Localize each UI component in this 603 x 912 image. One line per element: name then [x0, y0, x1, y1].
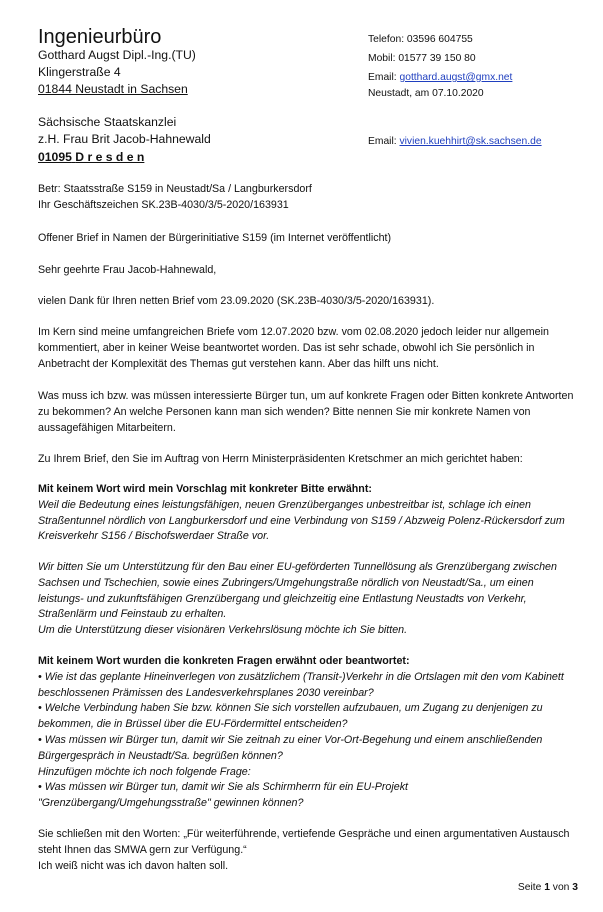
- question-1: • Wie ist das geplante Hineinverlegen von zusätzlichem (Transit-)Verkehr in die Ortslagen mit den vom Kabinett beschlossenen Prämissen des Landesverkehrsplanes 2030 vereinbar?: [38, 670, 564, 699]
- page-current: 1: [544, 882, 550, 893]
- page-total: 3: [572, 882, 578, 893]
- page-number: [518, 882, 578, 893]
- section-1-text: Weil die Bedeutung eines leistungsfähigen, neuen Grenzüberganges unbestreitbar ist, schlage ich einen Straßentunnel nördlich von Langburkersdorf und eine Verbindung von S159 / Abzweig Polenz-Rückersdorf zum Kreisverkehr S156 / Bischofswerdaer Straße vor.: [38, 498, 565, 543]
- paragraph-3: [38, 452, 578, 468]
- recipient-org: Sächsische Staatskanzlei: [38, 115, 177, 129]
- section-2-heading: Mit keinem Wort wurden die konkreten Fragen erwähnt oder beantwortet:: [38, 655, 410, 667]
- sender-title: Ingenieurbüro: [38, 26, 162, 48]
- section-1-text-3: Um die Unterstützung dieser visionären Verkehrslösung möchte ich Sie bitten.: [38, 624, 408, 637]
- additional-question-intro: Hinzufügen möchte ich noch folgende Frage:: [38, 765, 251, 778]
- closing-remark: Ich weiß nicht was ich davon halten soll.: [38, 859, 229, 872]
- page-of-label: von: [549, 882, 573, 893]
- salutation-text: Sehr geehrte Frau Jacob-Hahnewald,: [38, 264, 217, 276]
- sender-city: 01844 Neustadt in Sachsen: [38, 82, 188, 96]
- subject-line-1: Betr: Staatsstraße S159 in Neustadt/Sa / Langburkersdorf: [38, 183, 312, 195]
- recipient-city-code: 01095: [38, 150, 72, 164]
- salutation: [38, 263, 578, 279]
- recipient-attn: z.H. Frau Brit Jacob-Hahnewald: [38, 132, 211, 146]
- recipient-email-row: [368, 132, 542, 151]
- sender-name: Gotthard Augst Dipl.-Ing.(TU): [38, 48, 196, 62]
- section-1-text-2: Wir bitten Sie um Unterstützung für den Bau einer EU-geförderten Tunnellösung als Grenzübergang zwischen Sachsen und Tschechien, sowie eines Zubringers/Umgehungstraße nördlich von Neustadt/Sa., um einen leistungs- und zukunftsfähigen Grenzübergang und gleichzeitig eine Entlastung Neustadts von Verkehr, Straßenlärm und Feinstaub zu erhalten.: [38, 561, 557, 621]
- page-label: Seite: [517, 882, 545, 893]
- paragraph-2: [38, 389, 578, 436]
- recipient-city-name: D r e s d e n: [75, 150, 145, 164]
- section-2: [38, 654, 578, 812]
- contact-email-label: Email:: [368, 72, 400, 83]
- recipient-email-link[interactable]: vivien.kuehhirt@sk.sachsen.de: [399, 136, 542, 147]
- subject-line-2: Ihr Geschäftszeichen SK.23B-4030/3/5-2020/163931: [38, 198, 289, 211]
- question-4: • Was müssen wir Bürger tun, damit wir Sie als Schirmherrn für ein EU-Projekt "Grenzübergang/Umgehungsstraße" gewinnen können?: [38, 781, 409, 810]
- contact-phone: Telefon: 03596 604755: [368, 34, 473, 45]
- section-1-heading: Mit keinem Wort wird mein Vorschlag mit konkreter Bitte erwähnt:: [38, 483, 372, 495]
- open-letter-note: [38, 231, 578, 247]
- question-3: • Was müssen wir Bürger tun, damit wir Sie zeitnah zu einer Vor-Ort-Begehung und einem anschließenden Bürgergespräch in Neustadt/Sa. begrüßen können?: [38, 733, 543, 762]
- subject-block: [38, 182, 578, 214]
- section-1-request: [38, 560, 578, 639]
- section-1: [38, 482, 578, 545]
- thanks-paragraph: [38, 294, 578, 310]
- letter-date: Neustadt, am 07.10.2020: [368, 88, 484, 99]
- paragraph-2-text: Was muss ich bzw. was müssen interessierte Bürger tun, um auf konkrete Fragen oder Bitten konkrete Antworten zu bekommen? An welche Personen kann man sich wenden? Bitte nennen Sie mir konkrete Namen von aussagefähigen Mitarbeitern.: [38, 390, 574, 434]
- closing: [38, 827, 578, 874]
- paragraph-1-text: Im Kern sind meine umfangreichen Briefe vom 12.07.2020 bzw. vom 02.08.2020 jedoch leider nur allgemein kommentiert, aber in keiner Weise beantwortet worden. Das ist sehr schade, obwohl ich Sie persönlich in Anbetracht der Komplexität des Themas gut verstehen kann. Aber das hilft uns nicht.: [38, 326, 549, 370]
- closing-quote: Sie schließen mit den Worten: „Für weiterführende, vertiefende Gespräche und einen argumentativen Austausch steht Ihnen das SMWA gern zur Verfügung.“: [38, 828, 570, 856]
- thanks-text: vielen Dank für Ihren netten Brief vom 23.09.2020 (SK.23B-4030/3/5-2020/163931).: [38, 295, 435, 307]
- sender-street: Klingerstraße 4: [38, 65, 121, 79]
- paragraph-3-text: Zu Ihrem Brief, den Sie im Auftrag von Herrn Ministerpräsidenten Kretschmer an mich gerichtet haben:: [38, 453, 523, 465]
- paragraph-1: [38, 325, 578, 372]
- question-2: • Welche Verbindung haben Sie bzw. können Sie sich vorstellen aufzubauen, um Zugang zu denjenigen zu bekommen, die in Brüssel über die EU-Fördermittel entscheiden?: [38, 702, 543, 731]
- contact-mobile: Mobil: 01577 39 150 80: [368, 53, 476, 64]
- recipient-email-label: Email:: [368, 136, 400, 147]
- open-letter-text: Offener Brief in Namen der Bürgerinitiative S159 (im Internet veröffentlicht): [38, 232, 392, 244]
- sender-email-link[interactable]: gotthard.augst@gmx.net: [399, 72, 513, 83]
- recipient-city: [38, 149, 144, 166]
